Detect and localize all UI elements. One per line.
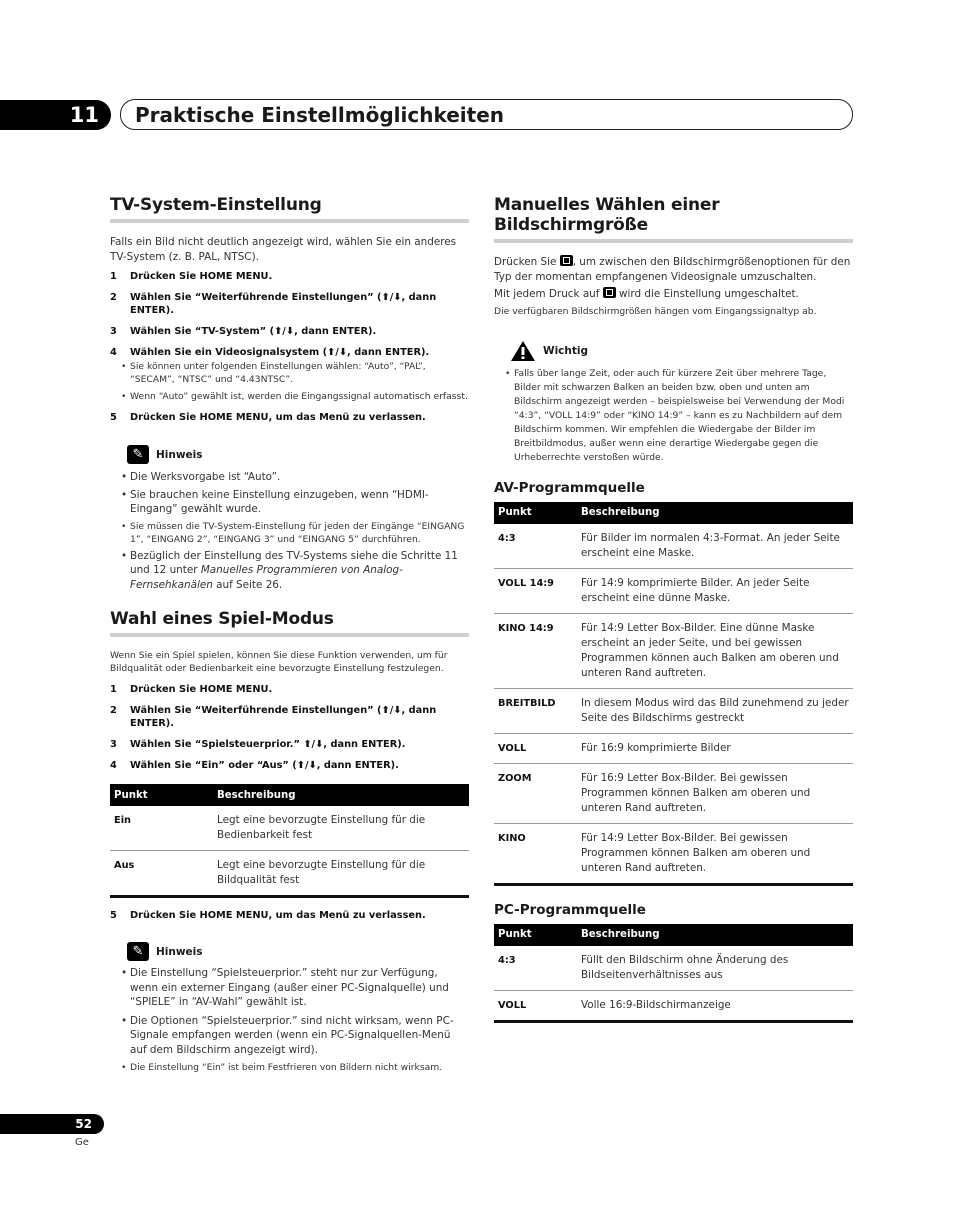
table-header-row <box>494 502 853 524</box>
column-header-description: Beschreibung <box>577 924 853 946</box>
step: 3 Wählen Sie “Spielsteuerprior.” ⬆/⬇, dann ENTER). <box>110 739 406 750</box>
section-title-game-mode: Wahl eines Spiel-Modus <box>110 609 469 637</box>
table-cell-key: KINO 14:9 <box>494 613 577 688</box>
list-item: • Sie brauchen keine Einstellung einzugeben, wenn “HDMI-Eingang” gewählt wurde. <box>110 488 469 517</box>
list-item: • Wenn “Auto” gewählt ist, werden die Eingangssignal automatisch erfasst. <box>120 390 469 403</box>
table-cell-key: Ein <box>110 806 213 851</box>
table-row <box>494 946 853 991</box>
table-row <box>494 613 853 688</box>
table-cell-description: Füllt den Bildschirm ohne Änderung des Bildseitenverhältnisses aus <box>577 946 853 991</box>
page-number-tab <box>0 1114 104 1134</box>
page-language: Ge <box>75 1137 89 1148</box>
chapter-title-box <box>120 99 853 130</box>
step: 3 Wählen Sie “TV-System” (⬆/⬇, dann ENTER). <box>110 326 377 337</box>
list-item: • Bezüglich der Einstellung des TV-Systems siehe die Schritte 11 und 12 unter Manuelles Programmieren von Analog-Fernsehkanälen auf Seite 26. <box>110 549 469 593</box>
table-cell-description: Für Bilder im normalen 4:3-Format. An jeder Seite erscheint eine Maske. <box>577 524 853 569</box>
table-cell-key: ZOOM <box>494 763 577 823</box>
list-item: • Falls über lange Zeit, oder auch für kürzere Zeit über mehrere Tage, Bilder mit schwarzen Balken an beiden bzw. oben und unten am Bildschirm angezeigt werden – beispielsweise bei Verwendung der Modi “4:3”, “VOLL 14:9” oder “KINO 14:9” – kann es zu Nachbildern auf dem Bildschirm kommen. Wir empfehlen die Wiedergabe der Bilder im Breitbildmodus, außer wenn eine derartige Wiedergabe gegen die Urheberrechte verstoßen würde. <box>504 367 853 465</box>
column-header-item: Punkt <box>494 502 577 524</box>
chapter-title: Praktische Einstellmöglichkeiten <box>135 102 505 127</box>
tv-system-intro: Falls ein Bild nicht deutlich angezeigt wird, wählen Sie ein anderes TV-System (z. B. PAL, NTSC). <box>110 236 457 263</box>
step: 1 Drücken Sie HOME MENU. <box>110 271 273 282</box>
table-row <box>494 524 853 569</box>
warning-icon <box>510 340 536 362</box>
table-header-row <box>494 924 853 946</box>
list-item: • Die Werksvorgabe ist “Auto”. <box>110 470 469 485</box>
table-row <box>494 823 853 884</box>
list-item: • Sie müssen die TV-System-Einstellung für jeden der Eingänge “EINGANG 1”, “EINGANG 2”, “EINGANG 3” und “EINGANG 5” durchführen. <box>110 520 469 546</box>
list-item: • Die Einstellung “Ein” ist beim Festfrieren von Bildern nicht wirksam. <box>110 1061 469 1074</box>
table-cell-key: Aus <box>114 860 135 871</box>
table-row <box>494 568 853 613</box>
table-cell-key: VOLL 14:9 <box>494 568 577 613</box>
screen-size-paragraph: Drücken Sie , um zwischen den Bildschirmgrößenoptionen für den Typ der momentan empfangenen Videosignale umzuschalten. <box>494 256 851 283</box>
table-cell-description: In diesem Modus wird das Bild zunehmend zu jeder Seite des Bildschirms gestreckt <box>577 688 853 733</box>
note-heading <box>110 942 469 961</box>
table-row <box>110 851 469 897</box>
av-source-table <box>494 502 853 886</box>
table-cell-description: Legt eine bevorzugte Einstellung für die Bedienbarkeit fest <box>213 806 469 851</box>
table-row <box>494 990 853 1021</box>
game-mode-intro: Wenn Sie ein Spiel spielen, können Sie diese Funktion verwenden, um für Bildqualität oder Bedienbarkeit eine bevorzugte Einstellung festzulegen. <box>110 650 448 674</box>
chapter-number-tab <box>0 100 111 130</box>
right-column <box>494 195 853 1023</box>
step: 5 Drücken Sie HOME MENU, um das Menü zu verlassen. <box>110 910 426 921</box>
table-row <box>110 806 469 851</box>
screen-size-paragraph: Mit jedem Druck auf wird die Einstellung umgeschaltet. <box>494 288 799 300</box>
cross-reference[interactable]: Manuelles Programmieren von Analog-Fernsehkanälen <box>130 564 403 591</box>
table-cell-description: Volle 16:9-Bildschirmanzeige <box>581 998 731 1011</box>
table-cell-key: VOLL <box>494 733 577 763</box>
tv-system-steps <box>110 270 469 424</box>
table-cell-description: Legt eine bevorzugte Einstellung für die Bildqualität fest <box>217 859 426 886</box>
column-header-item: Punkt <box>110 784 213 806</box>
table-cell-description: Für 16:9 komprimierte Bilder <box>577 733 853 763</box>
pc-source-table <box>494 924 853 1023</box>
column-header-item: Punkt <box>494 924 577 946</box>
warning-label: Wichtig <box>543 344 589 357</box>
note-bullets <box>110 966 469 1074</box>
pc-source-title: PC-Programmquelle <box>494 901 646 918</box>
note-label: Hinweis <box>156 945 203 958</box>
step: 4 Wählen Sie “Ein” oder “Aus” (⬆/⬇, dann ENTER). <box>110 760 399 771</box>
pencil-icon: ✎ <box>127 445 149 464</box>
step: 2 Wählen Sie “Weiterführende Einstellungen” (⬆/⬇, dann ENTER). <box>110 292 437 316</box>
list-item: • Sie können unter folgenden Einstellungen wählen: “Auto”, “PAL”, “SECAM”, “NTSC” und “4.43NTSC”. <box>120 360 469 386</box>
table-row <box>494 733 853 763</box>
page-number: 52 <box>75 1117 92 1131</box>
game-mode-steps <box>110 683 469 772</box>
list-item: • Die Optionen “Spielsteuerprior.” sind nicht wirksam, wenn PC-Signale empfangen werden (wenn ein PC-Signalquellen-Menü auf dem Bildschirm angezeigt wird). <box>110 1014 469 1058</box>
warning-bullets <box>504 367 853 465</box>
step: 4 Wählen Sie ein Videosignalsystem (⬆/⬇, dann ENTER). <box>110 347 430 358</box>
step: 1 Drücken Sie HOME MENU. <box>110 684 273 695</box>
table-cell-key: BREITBILD <box>494 688 577 733</box>
note-bullets <box>110 470 469 592</box>
av-source-title: AV-Programmquelle <box>494 479 645 496</box>
table-cell-key: VOLL <box>498 999 527 1011</box>
list-item: • Die Einstellung “Spielsteuerprior.” steht nur zur Verfügung, wenn ein externer Eingang (außer einer PC-Signalquelle) und “SPIELE” in “AV-Wahl” gewählt ist. <box>110 966 469 1010</box>
table-cell-key: 4:3 <box>494 524 577 569</box>
warning-heading <box>494 340 853 362</box>
screen-size-button-icon <box>560 255 573 266</box>
section-title-tv-system: TV-System-Einstellung <box>110 195 469 223</box>
table-cell-key: 4:3 <box>494 946 577 991</box>
section-title-screen-size: Manuelles Wählen einer Bildschirmgröße <box>494 195 853 243</box>
screen-size-note: Die verfügbaren Bildschirmgrößen hängen vom Eingangssignaltyp ab. <box>494 305 817 317</box>
table-cell-description: Für 16:9 Letter Box-Bilder. Bei gewissen Programmen können Balken am oberen und unteren Rand auftreten. <box>577 763 853 823</box>
column-header-description: Beschreibung <box>213 784 469 806</box>
step4-bullets <box>120 360 469 403</box>
chapter-number: 11 <box>69 103 99 127</box>
pencil-icon: ✎ <box>127 942 149 961</box>
note-label: Hinweis <box>156 448 203 461</box>
game-mode-table <box>110 784 469 898</box>
table-row <box>494 688 853 733</box>
table-cell-key: KINO <box>498 832 526 844</box>
left-column <box>110 195 469 1074</box>
table-cell-description: Für 14:9 Letter Box-Bilder. Eine dünne Maske erscheint an jeder Seite, und bei gewissen Programmen können auch Balken am oberen und unteren Rand auftreten. <box>577 613 853 688</box>
table-row <box>494 763 853 823</box>
table-cell-description: Für 14:9 Letter Box-Bilder. Bei gewissen Programmen können Balken am oberen und unteren Rand auftreten. <box>581 831 811 874</box>
column-header-description: Beschreibung <box>577 502 853 524</box>
table-header-row <box>110 784 469 806</box>
note-heading <box>110 445 469 464</box>
screen-size-button-icon <box>603 287 616 298</box>
step: 5 Drücken Sie HOME MENU, um das Menü zu verlassen. <box>110 412 426 423</box>
step: 2 Wählen Sie “Weiterführende Einstellungen” (⬆/⬇, dann ENTER). <box>110 705 437 729</box>
table-cell-description: Für 14:9 komprimierte Bilder. An jeder Seite erscheint eine dünne Maske. <box>577 568 853 613</box>
